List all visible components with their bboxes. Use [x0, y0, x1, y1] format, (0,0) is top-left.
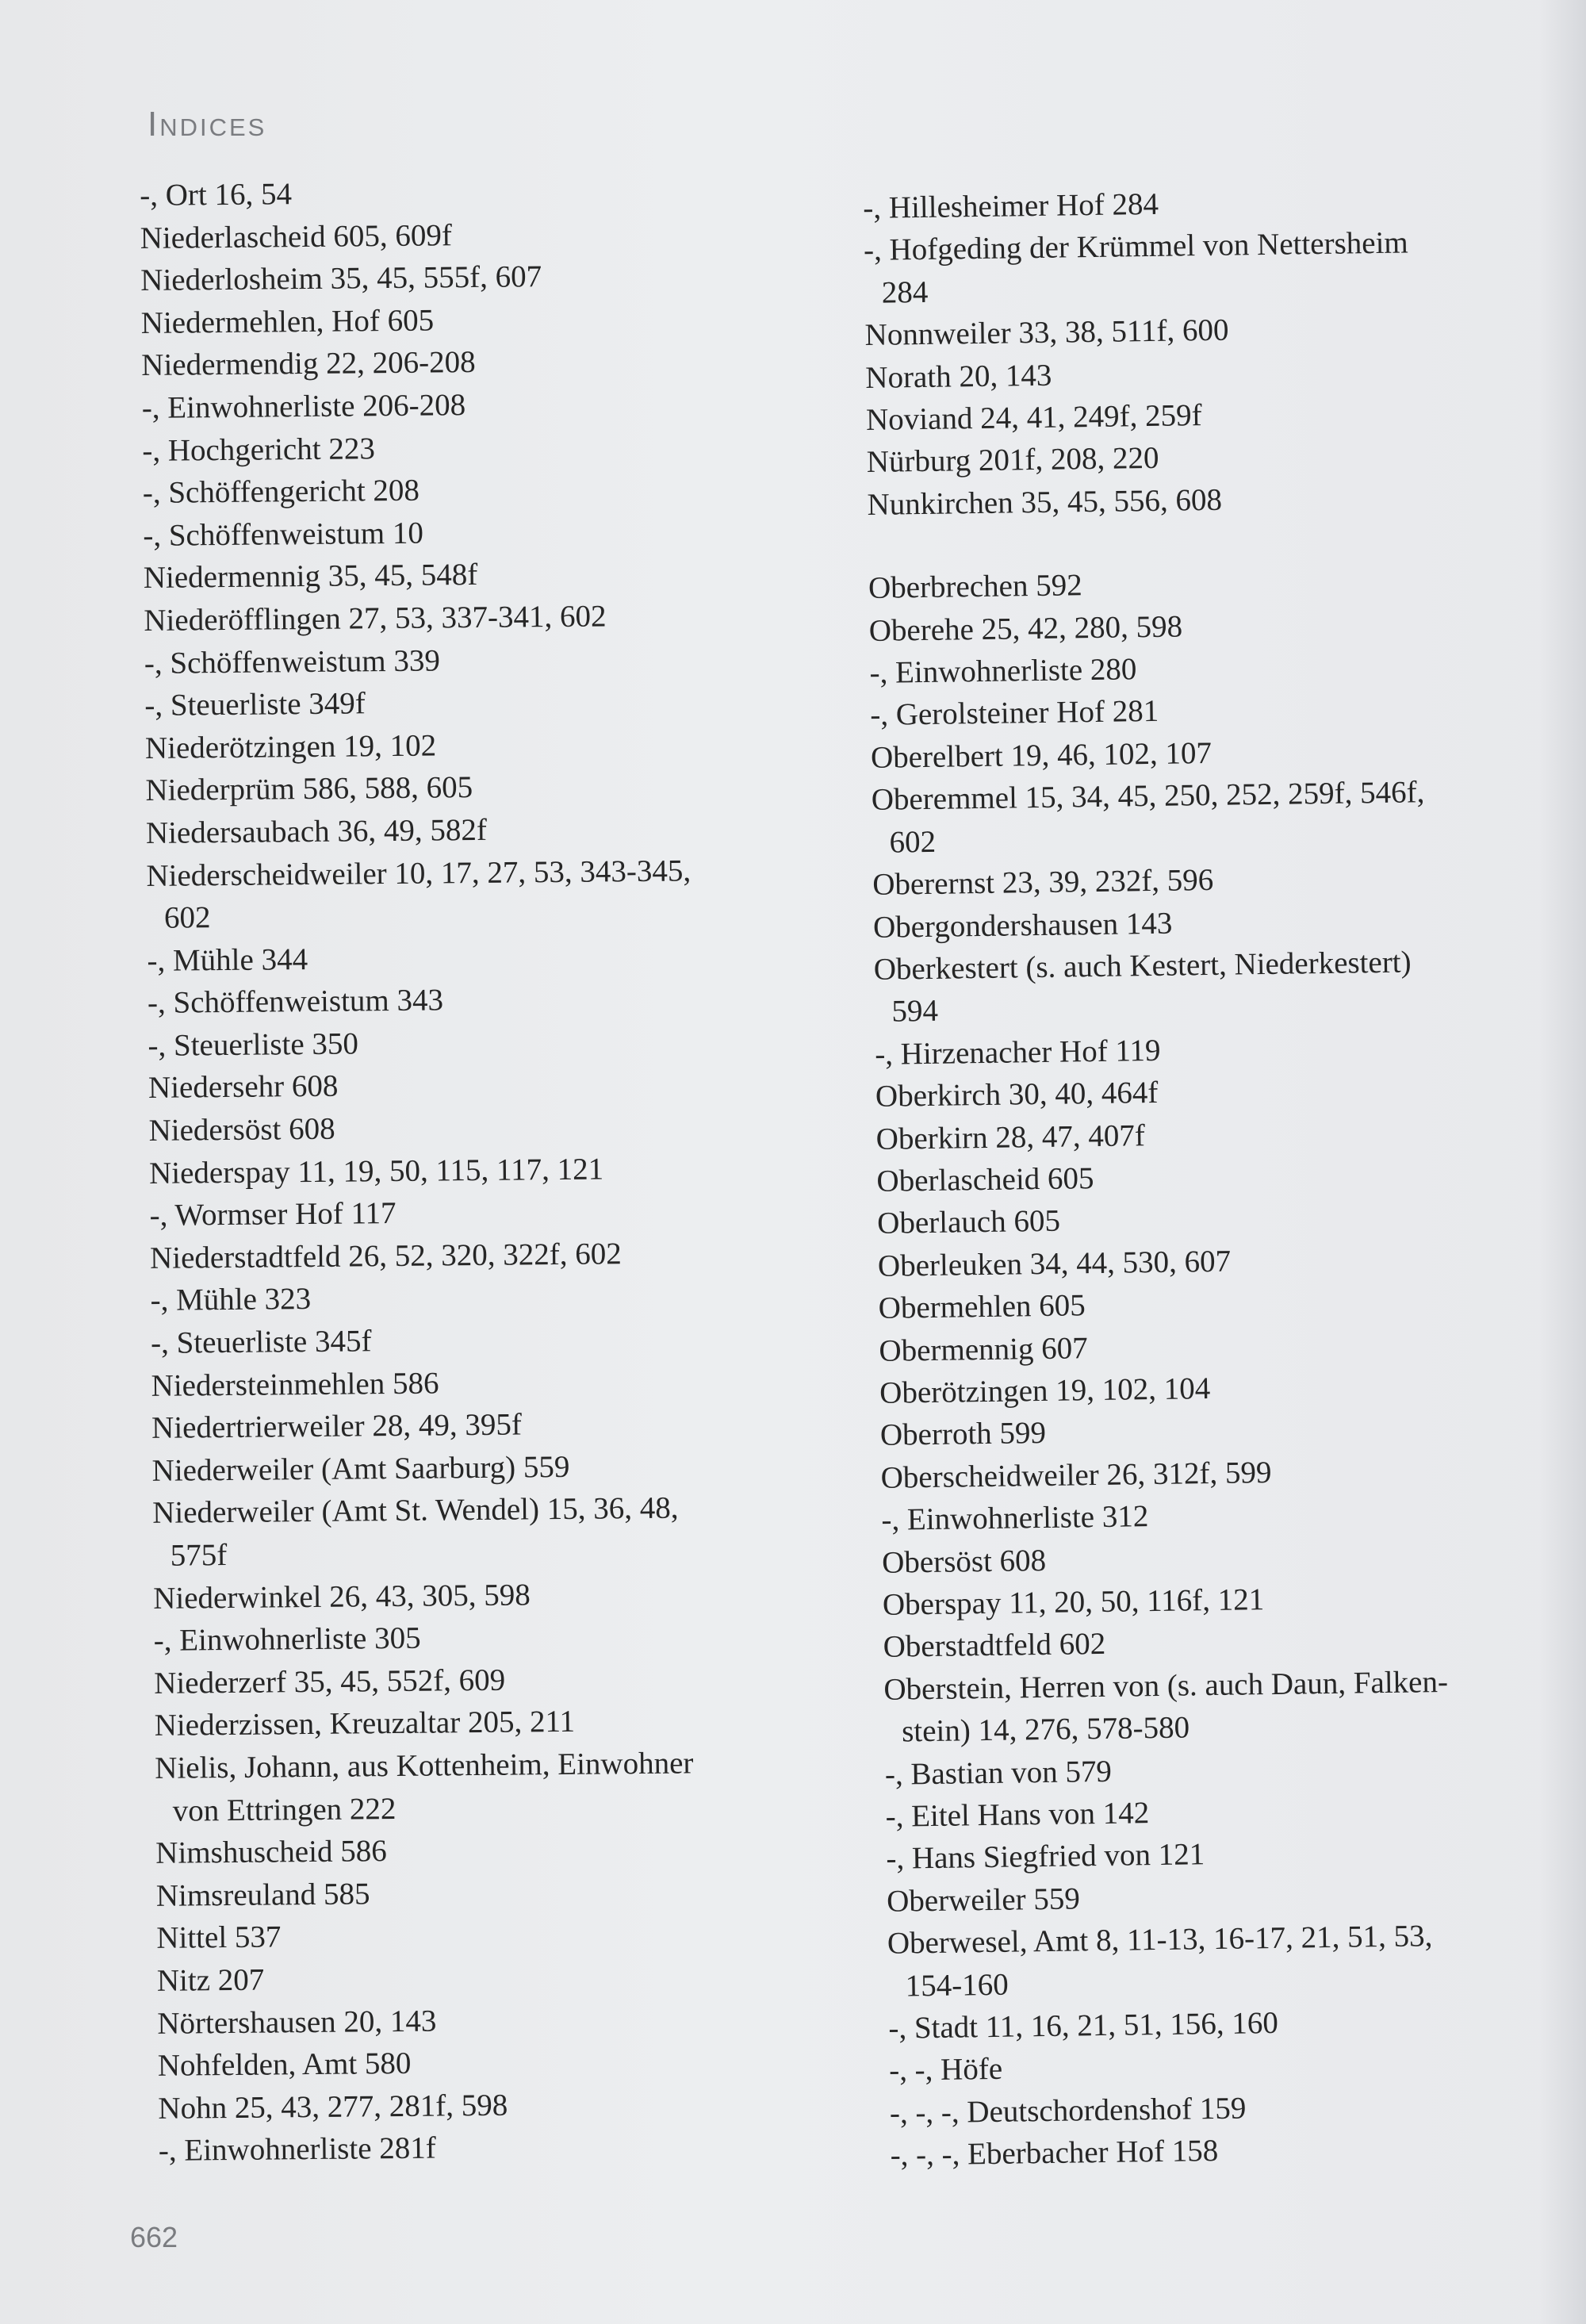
index-entry: -, Schöffengericht 208 — [142, 473, 420, 511]
index-entry: Niederlosheim 35, 45, 555f, 607 — [140, 259, 542, 298]
index-entry: Oberlascheid 605 — [876, 1160, 1094, 1198]
index-entry: Nitz 207 — [156, 1962, 265, 1998]
index-entry: Oberleuken 34, 44, 530, 607 — [877, 1244, 1232, 1283]
index-entry: Obermehlen 605 — [878, 1288, 1086, 1326]
index-entry: Oberernst 23, 39, 232f, 596 — [872, 863, 1214, 903]
index-entry-continuation: von Ettringen 222 — [172, 1791, 396, 1828]
index-entry: Oberehe 25, 42, 280, 598 — [868, 609, 1183, 648]
index-entry: Oberroth 599 — [879, 1416, 1047, 1453]
index-entry: -, Gerolsteiner Hof 281 — [869, 694, 1159, 733]
index-entry: Nunkirchen 35, 45, 556, 608 — [867, 482, 1223, 522]
index-entry: Nittel 537 — [156, 1919, 282, 1956]
index-entry-continuation: 154-160 — [905, 1967, 1009, 2004]
index-entry: -, Schöffenweistum 10 — [143, 516, 424, 553]
index-entry: Niederscheidweiler 10, 17, 27, 53, 343-345, — [146, 853, 691, 893]
index-entry: -, Schöffenweistum 339 — [144, 642, 441, 681]
index-entry: Niedermennig 35, 45, 548f — [143, 558, 478, 596]
index-entry: Oberstadtfeld 602 — [883, 1627, 1106, 1665]
index-entry: Oberlauch 605 — [876, 1203, 1061, 1241]
index-entry: -, Schöffenweistum 343 — [147, 983, 444, 1021]
index-entry: Oberkestert (s. auch Kestert, Niederkestert) — [873, 945, 1412, 987]
index-entry: Norath 20, 143 — [865, 358, 1052, 395]
index-entry: -, Einwohnerliste 312 — [881, 1499, 1149, 1538]
index-entry: Oberötzingen 19, 102, 104 — [879, 1371, 1211, 1410]
index-entry: -, Einwohnerliste 281f — [158, 2130, 436, 2169]
index-entry: Niederstadtfeld 26, 52, 320, 322f, 602 — [149, 1237, 622, 1275]
index-entry: Oberkirch 30, 40, 464f — [875, 1076, 1159, 1114]
index-entry: -, -, -, Deutschordenshof 159 — [889, 2091, 1247, 2130]
index-column-right — [863, 178, 1549, 2176]
index-entry: Nielis, Johann, aus Kottenheim, Einwohner — [155, 1746, 694, 1785]
index-entry: Niederöfflingen 27, 53, 337-341, 602 — [144, 599, 607, 638]
index-entry: Obergondershausen 143 — [872, 906, 1173, 945]
index-entry: Oberelbert 19, 46, 102, 107 — [870, 735, 1212, 775]
index-entry: -, Steuerliste 345f — [150, 1324, 372, 1360]
index-entry-continuation: 284 — [881, 274, 929, 310]
index-entry: Nonnweiler 33, 38, 511f, 600 — [864, 313, 1229, 353]
index-entry-continuation: 575f — [170, 1538, 228, 1573]
page-number: 662 — [130, 2221, 178, 2253]
index-column-left — [140, 168, 817, 2173]
index-entry: -, Hans Siegfried von 121 — [886, 1837, 1205, 1877]
index-entry: Nimshuscheid 586 — [155, 1834, 387, 1871]
index-entry: -, Einwohnerliste 206-208 — [141, 388, 466, 425]
index-entry-continuation: 602 — [163, 900, 211, 935]
index-entry: Niederwinkel 26, 43, 305, 598 — [153, 1577, 531, 1616]
index-entry: Niedersaubach 36, 49, 582f — [145, 812, 488, 850]
index-entry: Nohn 25, 43, 277, 281f, 598 — [158, 2088, 508, 2126]
index-entry: -, -, Höfe — [888, 2052, 1003, 2088]
index-entry: Oberweiler 559 — [886, 1881, 1081, 1919]
index-entry: Niedertrierweiler 28, 49, 395f — [151, 1407, 523, 1446]
index-entry: -, Einwohnerliste 280 — [869, 652, 1137, 691]
index-entry: Oberemmel 15, 34, 45, 250, 252, 259f, 546f, — [871, 775, 1425, 818]
index-entry-continuation: 594 — [891, 994, 939, 1029]
index-entry: Niedermendig 22, 206-208 — [141, 345, 476, 383]
index-entry: Nimsreuland 585 — [155, 1877, 370, 1913]
index-entry: -, Steuerliste 350 — [147, 1026, 359, 1063]
index-entry: Niederweiler (Amt Saarburg) 559 — [151, 1449, 570, 1488]
index-entry: Oberstein, Herren von (s. auch Daun, Falken- — [883, 1664, 1449, 1707]
index-entry: Obermennig 607 — [879, 1330, 1088, 1368]
index-entry: Noviand 24, 41, 249f, 259f — [865, 398, 1202, 438]
index-entry: Nohfelden, Amt 580 — [157, 2046, 412, 2084]
index-entry: -, Mühle 344 — [147, 941, 308, 978]
index-entry: -, Hirzenacher Hof 119 — [874, 1033, 1161, 1072]
index-entry: Nürburg 201f, 208, 220 — [866, 441, 1159, 480]
index-entry: Oberbrechen 592 — [868, 568, 1082, 606]
index-entry: Niedersehr 608 — [147, 1069, 339, 1106]
index-entry: -, -, -, Eberbacher Hof 158 — [890, 2134, 1219, 2173]
index-entry: Oberkirn 28, 47, 407f — [875, 1118, 1146, 1156]
index-entry: Niederlascheid 605, 609f — [140, 217, 453, 255]
index-entry: Niederötzingen 19, 102 — [144, 728, 437, 765]
index-entry: -, Stadt 11, 16, 21, 51, 156, 160 — [888, 2005, 1279, 2046]
index-entry: -, Bastian von 579 — [884, 1754, 1113, 1792]
index-entry: -, Einwohnerliste 305 — [153, 1620, 421, 1659]
index-entry-continuation: 602 — [889, 824, 937, 860]
index-entry: -, Eitel Hans von 142 — [885, 1796, 1150, 1834]
index-entry: Niederzerf 35, 45, 552f, 609 — [154, 1662, 506, 1701]
index-entry: -, Steuerliste 349f — [144, 686, 366, 723]
index-entry: -, Hochgericht 223 — [142, 431, 376, 468]
index-entry: Nörtershausen 20, 143 — [157, 2004, 437, 2041]
index-entry-continuation: stein) 14, 276, 578-580 — [901, 1710, 1190, 1749]
index-entry: -, Wormser Hof 117 — [149, 1196, 396, 1233]
section-heading: Indices — [147, 105, 267, 144]
index-entry: Niederspay 11, 19, 50, 115, 117, 121 — [148, 1152, 604, 1191]
index-entry: Niedermehlen, Hof 605 — [140, 303, 435, 340]
index-entry: Niederprüm 586, 588, 605 — [145, 770, 473, 808]
index-entry: Niedersteinmehlen 586 — [151, 1366, 439, 1403]
index-entry: Obersöst 608 — [881, 1543, 1047, 1580]
index-entry: Oberscheidweiler 26, 312f, 599 — [880, 1455, 1272, 1495]
index-entry: -, Hofgeding der Krümmel von Nettersheim — [863, 225, 1409, 268]
index-entry: Oberwesel, Amt 8, 11-13, 16-17, 21, 51, 53, — [887, 1919, 1433, 1962]
index-entry: -, Ort 16, 54 — [140, 177, 293, 213]
index-entry: Niederweiler (Amt St. Wendel) 15, 36, 48, — [151, 1490, 679, 1531]
index-entry: Niederzissen, Kreuzaltar 205, 211 — [154, 1705, 576, 1743]
index-entry: -, Mühle 323 — [150, 1282, 312, 1318]
index-entry: Oberspay 11, 20, 50, 116f, 121 — [882, 1582, 1265, 1622]
index-entry: -, Hillesheimer Hof 284 — [863, 186, 1159, 225]
index-entry: Niedersöst 608 — [148, 1111, 335, 1149]
